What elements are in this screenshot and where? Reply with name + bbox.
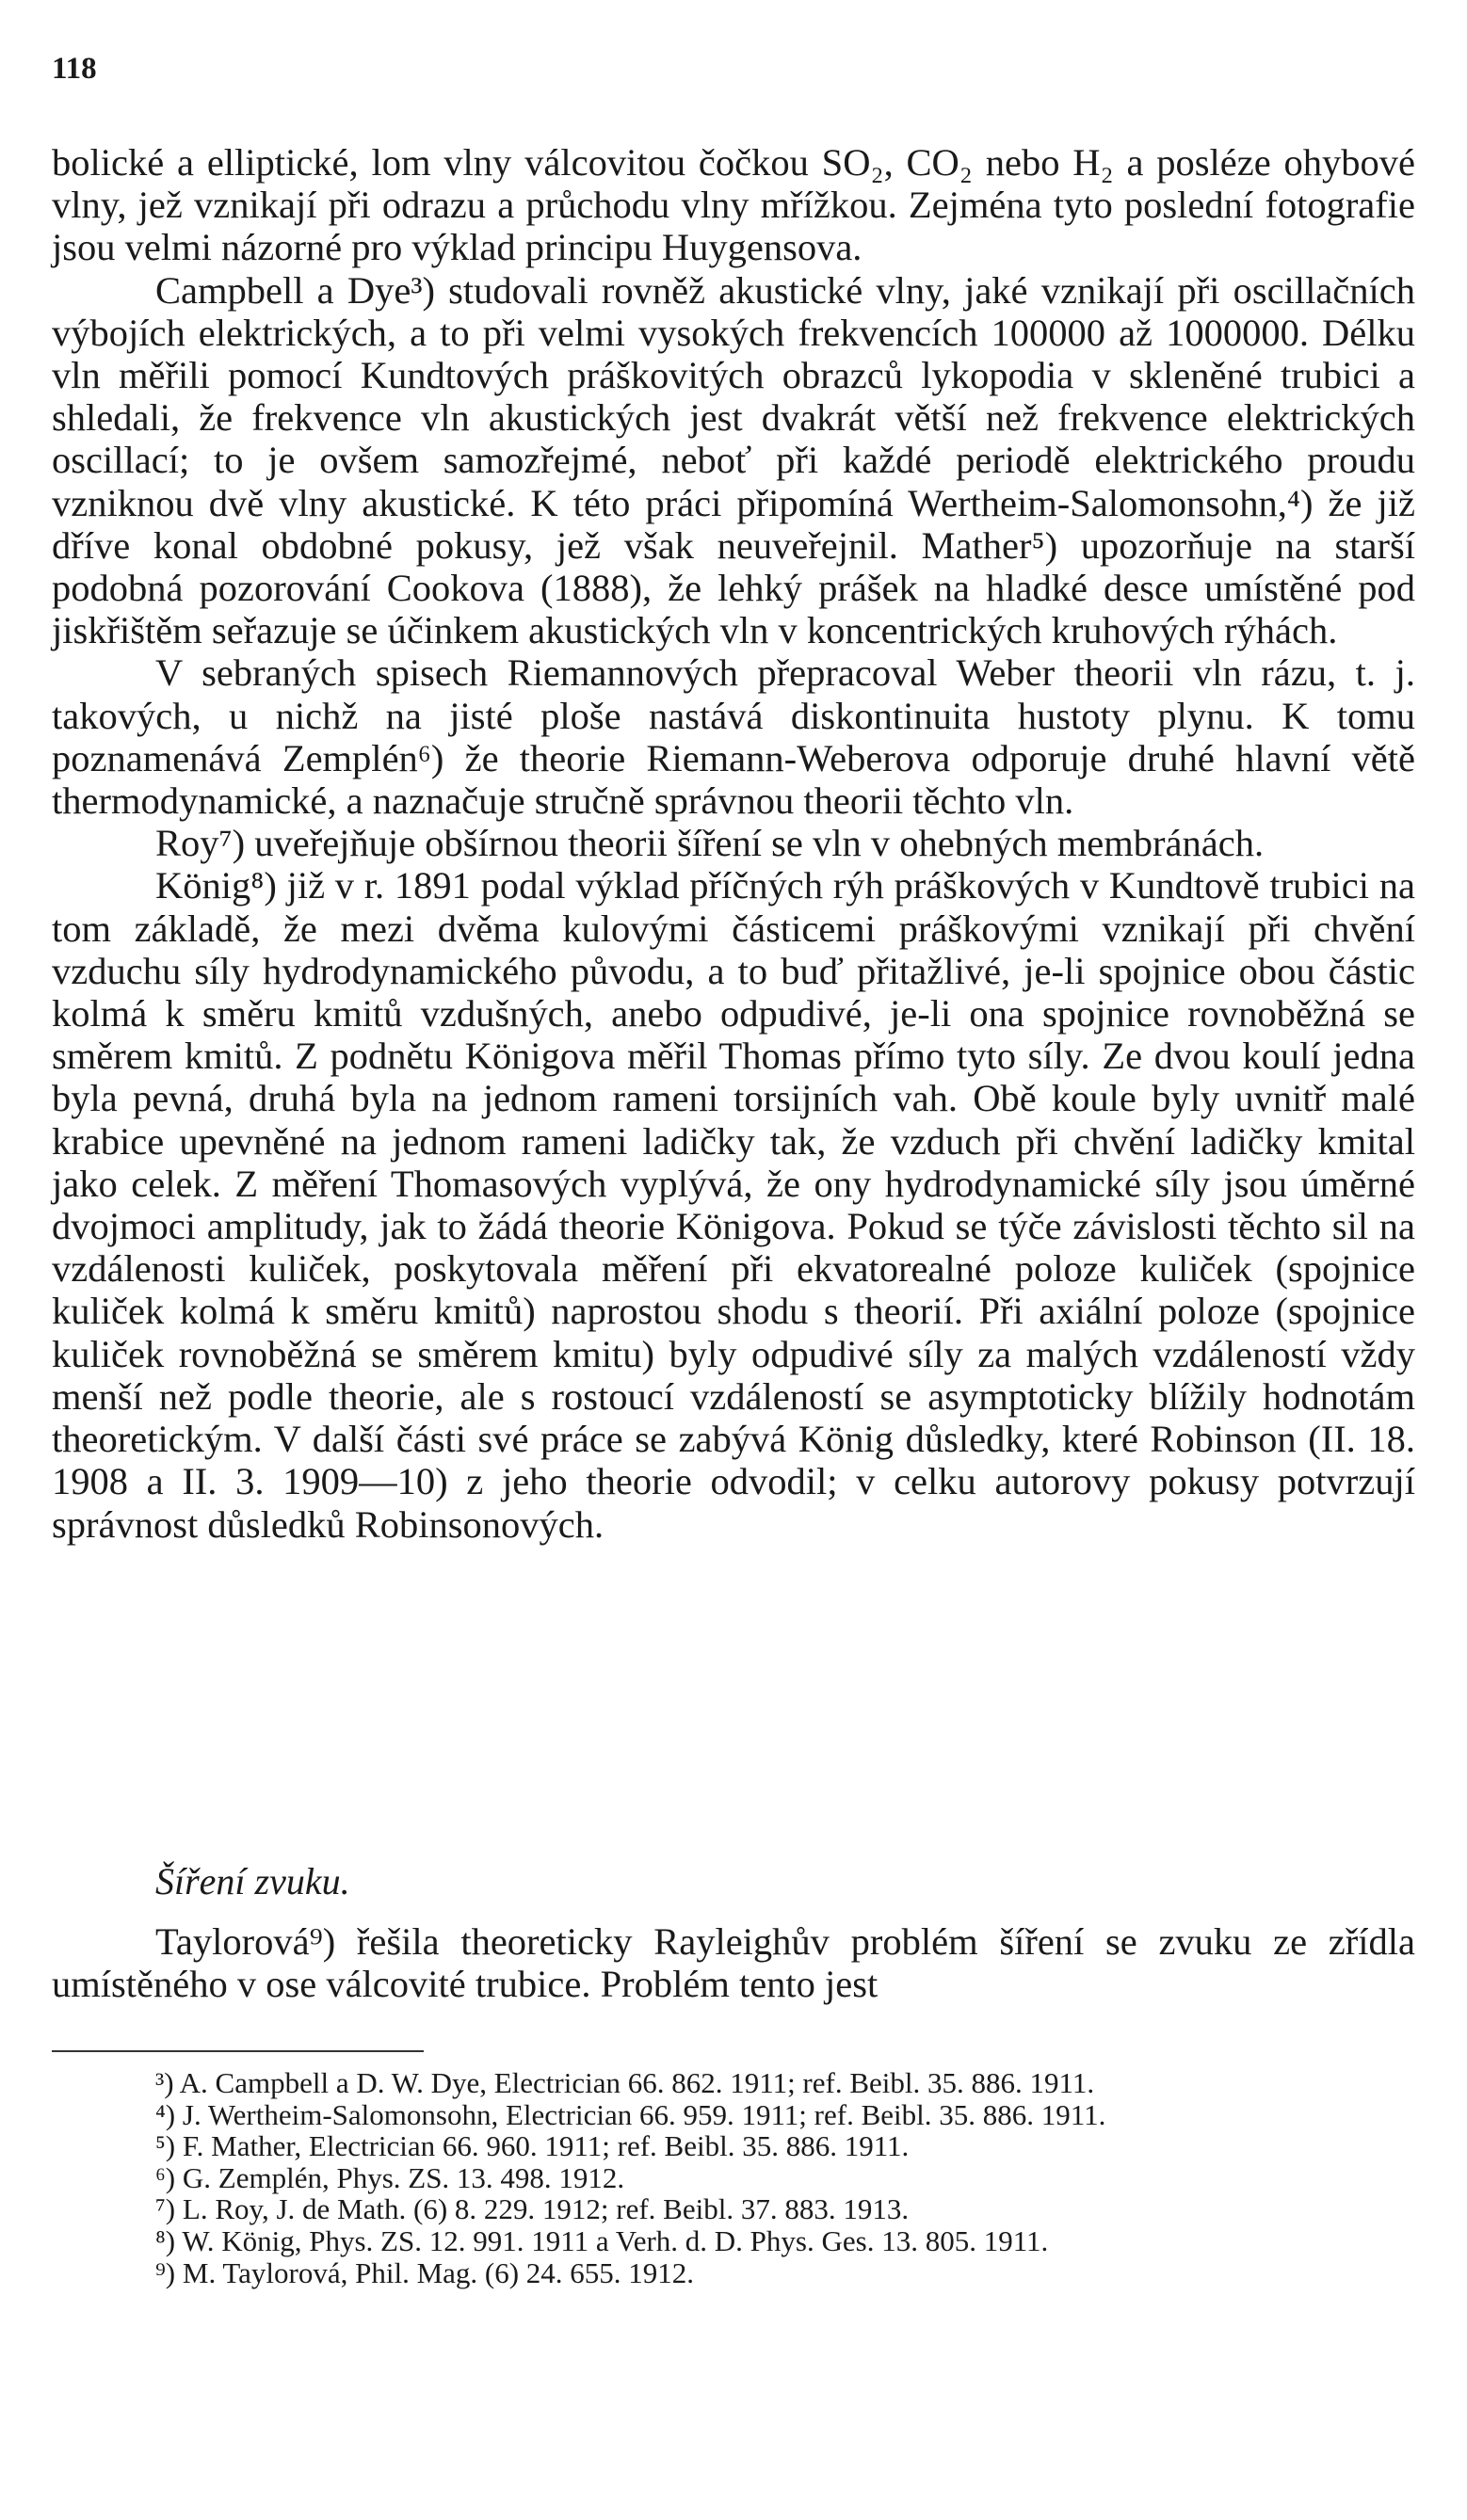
footnote: ⁴) J. Wertheim-Salomonsohn, Electrician 66. 959. 1911; ref. Beibl. 35. 886. 1911. bbox=[155, 2097, 1106, 2131]
footnote: ⁶) G. Zemplén, Phys. ZS. 13. 498. 1912. bbox=[155, 2160, 625, 2194]
footnotes bbox=[52, 2067, 1415, 2288]
footnote: ⁹) M. Taylorová, Phil. Mag. (6) 24. 655. 1912. bbox=[155, 2255, 695, 2289]
paragraph: Campbell a Dye³) studovali rovněž akustické vlny, jaké vznikají při oscillačních výbojích elektrických, a to při velmi vysokých frekvencích 100000 až 1000000. Délku vln měřili pomocí Kundtových práškovitých obrazců lykopodia v skleněné trubici a shledali, že frekvence vln akustických jest dvakrát větší než frekvence elektrických oscillací; to je ovšem samozřejmé, neboť při každé periodě elektrického proudu vzniknou dvě vlny akustické. K této práci připomíná Wertheim-Salomonsohn,⁴) že již dříve konal obdobné pokusy, jež však neuveřejnil. Mather⁵) upozorňuje na starší podobná pozorování Cookova (1888), že lehký prášek na hladké desce umístěné pod jiskřištěm seřazuje se účinkem akustických vln v koncentrických kruhových rýhách. bbox=[52, 268, 1415, 652]
main-text bbox=[52, 141, 1415, 1546]
footnote: ⁵) F. Mather, Electrician 66. 960. 1911; ref. Beibl. 35. 886. 1911. bbox=[155, 2129, 910, 2163]
paragraph: Roy⁷) uveřejňuje obšírnou theorii šíření se vln v ohebných membránách. bbox=[155, 822, 1265, 865]
page-number: 118 bbox=[52, 52, 97, 86]
paragraph: König⁸) již v r. 1891 podal výklad příčných rýh práškových v Kundtově trubici na tom základě, že mezi dvěma kulovými částicemi práškovými vznikají při chvění vzduchu síly hydrodynamického původu, a to buď přitažlivé, je-li spojnice obou částic kolmá k směru kmitů vzdušných, anebo odpudivé, je-li ona spojnice rovnoběžná se směrem kmitů. Z podnětu Königova měřil Thomas přímo tyto síly. Ze dvou koulí jedna byla pevná, druhá byla na jednom rameni torsijních vah. Obě koule byly uvnitř malé krabice upevněné na jednom rameni ladičky tak, že vzduch při chvění ladičky kmital jako celek. Z měření Thomasových vyplývá, že ony hydrodynamické síly jsou úměrné dvojmoci amplitudy, jak to žádá theorie Königova. Pokud se týče závislosti těchto sil na vzdálenosti kuliček, poskytovala měření při ekvatorealné poloze kuliček (spojnice kuliček kolmá k směru kmitů) naprostou shodu s theorií. Při axiální poloze (spojnice kuliček rovnoběžná se směrem kmitu) byly odpudivé síly za malých vzdáleností vždy menší než podle theorie, ale s rostoucí vzdáleností se asymptoticky blížily hodnotám theoretickým. V další části své práce se zabývá König důsledky, které Robinson (II. 18. 1908 a II. 3. 1909—10) z jeho theorie odvodil; v celku autorovy pokusy potvrzují správnost důsledků Robinsonových. bbox=[52, 864, 1415, 1546]
paragraph: bolické a elliptické, lom vlny válcovitou čočkou SO₂, CO₂ nebo H₂ a posléze ohybové vlny, jež vznikají při odrazu a průchodu vlny mřížkou. Zejména tyto poslední fotografie jsou velmi názorné pro výklad principu Huygensova. bbox=[52, 141, 1415, 269]
footnote: ⁷) L. Roy, J. de Math. (6) 8. 229. 1912; ref. Beibl. 37. 883. 1913. bbox=[155, 2192, 910, 2226]
paragraph: V sebraných spisech Riemannových přepracoval Weber theorii vln rázu, t. j. takových, u nichž na jisté ploše nastává diskontinuita hustoty plynu. K tomu poznamenává Zemplén⁶) že theorie Riemann-Weberova odporuje druhé hlavní větě thermodynamické, a naznačuje stručně správnou theorii těchto vln. bbox=[52, 651, 1415, 823]
footnote: ³) A. Campbell a D. W. Dye, Electrician 66. 862. 1911; ref. Beibl. 35. 886. 1911. bbox=[155, 2066, 1095, 2099]
section-paragraph: Taylorová⁹) řešila theoreticky Rayleighův problém šíření se zvuku ze zřídla umístěného v ose válcovité trubice. Problém tento jest bbox=[52, 1920, 1415, 2005]
section-heading: Šíření zvuku. bbox=[155, 1860, 350, 1902]
footnote-divider bbox=[52, 2050, 424, 2052]
footnote: ⁸) W. König, Phys. ZS. 12. 991. 1911 a Verh. d. D. Phys. Ges. 13. 805. 1911. bbox=[155, 2223, 1049, 2257]
